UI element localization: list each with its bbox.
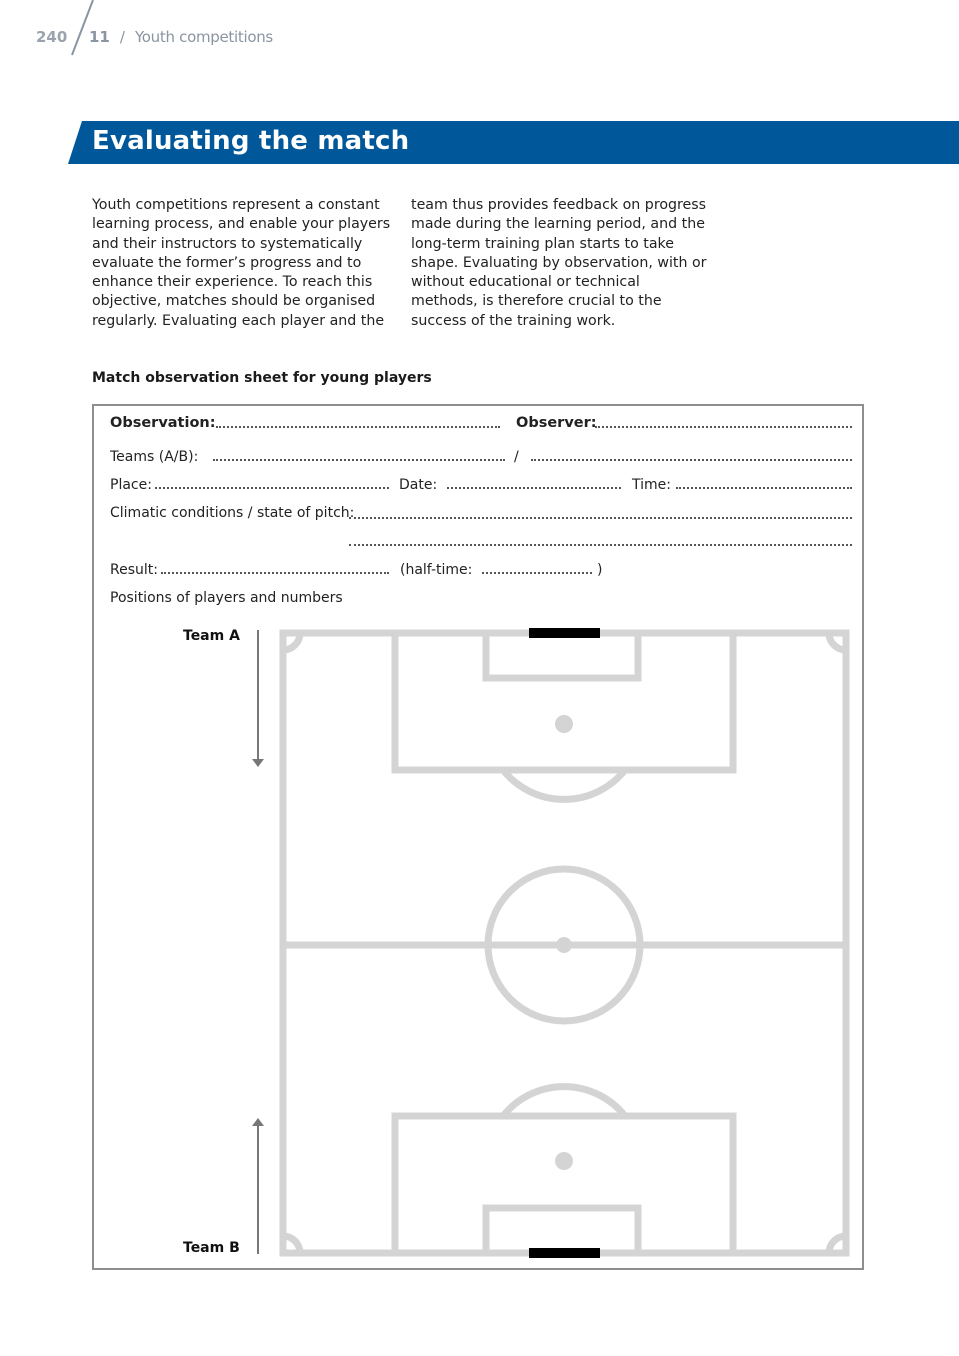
date-label: Date: [399, 477, 438, 493]
chapter-number: 11 [89, 28, 110, 46]
page-number: 240 [36, 28, 68, 46]
top-penalty-area [395, 633, 733, 770]
team-a-label: Team A [183, 628, 240, 644]
team-a-direction-arrow [252, 630, 264, 767]
top-penalty-spot [555, 715, 573, 733]
observation-label: Observation: [110, 415, 216, 431]
page-title: Evaluating the match [92, 126, 410, 156]
top-goal [529, 628, 600, 638]
sheet-title: Match observation sheet for young players [92, 370, 432, 386]
halftime-close: ) [597, 562, 603, 578]
positions-label: Positions of players and numbers [110, 590, 343, 606]
intro-column-2: team thus provides feedback on progress made during the learning period, and the long-term training plan starts to take shape. Evaluating by observation, with or without educational or technical methods, is therefore crucial to the success of the training work. [411, 197, 707, 329]
teams-separator: / [514, 449, 519, 465]
top-penalty-arc [503, 770, 625, 799]
climatic-label: Climatic conditions / state of pitch: [110, 505, 355, 521]
result-label: Result: [110, 562, 158, 578]
bottom-penalty-arc [503, 1087, 625, 1116]
breadcrumb-separator: / [119, 28, 125, 46]
halftime-label: (half-time: [400, 562, 473, 578]
team-b-direction-arrow [252, 1118, 264, 1254]
center-spot [556, 937, 572, 953]
bottom-goal-area [486, 1208, 638, 1253]
bottom-goal [529, 1248, 600, 1258]
time-label: Time: [632, 477, 671, 493]
team-b-label: Team B [183, 1240, 240, 1256]
place-label: Place: [110, 477, 152, 493]
chapter-title: Youth competitions [134, 28, 273, 46]
bottom-penalty-spot [555, 1152, 573, 1170]
bottom-penalty-area [395, 1116, 733, 1253]
teams-label: Teams (A/B): [110, 449, 199, 465]
intro-column-1: Youth competitions represent a constant learning process, and enable your players and their instructors to systematically evaluate the former’s progress and to enhance their experience. To reach this objective, matches should be organised regularly. Evaluating each player and the [92, 197, 391, 329]
observer-label: Observer: [516, 415, 597, 431]
top-goal-area [486, 633, 638, 678]
